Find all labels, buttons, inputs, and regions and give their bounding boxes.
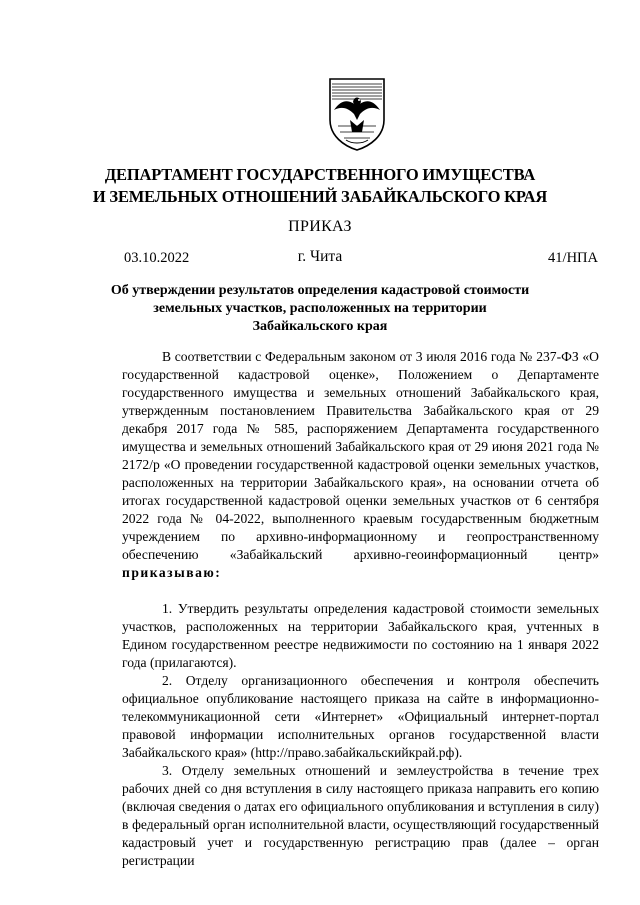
document-date: 03.10.2022 [124,250,190,266]
subject-line-3: Забайкальского края [252,319,388,334]
subject-line-2: земельных участков, расположенных на территории [153,301,487,316]
department-name-line-2: И ЗЕМЕЛЬНЫХ ОТНОШЕНИЙ ЗАБАЙКАЛЬСКОГО КРАЯ [92,187,548,206]
document-number: 41/НПА [548,250,598,266]
decree-word: приказываю: [122,565,222,580]
subject-line-1: Об утверждении результатов определения кадастровой стоимости [110,283,530,298]
department-name-line-1: ДЕПАРТАМЕНТ ГОСУДАРСТВЕННОГО ИМУЩЕСТВА [104,165,536,184]
document-city: г. Чита [297,248,343,265]
coat-of-arms-icon [326,76,388,152]
document-body [122,348,599,870]
preamble-paragraph [122,348,599,582]
document-subject [110,282,530,336]
preamble-text: В соответствии с Федеральным законом от 3 июля 2016 года № 237-ФЗ «О государственной кадастровой оценке», Положением о Департаменте государственного имущества и земельных отношений Забайкальского края, утвержденным постановлением Правительства Забайкальского края от 29 декабря 2017 года № 585, распоряжением Департамента государственного имущества и земельных отношений Забайкальского края от 29 июня 2021 года № 2172/р «О проведении государственной кадастровой оценки земельных участков, расположенных на территории Забайкальского края», на основании отчета об итогах государственной кадастровой оценки земельных участков от 6 сентября 2022 года № 04-2022, выполненного краевым государственным бюджетным учреждением по архивно-информационному и геопространственному обеспечению «Забайкальский архивно-геоинформационный центр» [122,349,599,562]
document-type: ПРИКАЗ [288,218,352,235]
item-3: 3. Отделу земельных отношений и землеустройства в течение трех рабочих дней со дня вступления в силу настоящего приказа направить его копию (включая сведения о датах его официального опубликования и вступления в силу) в федеральный орган исполнительной власти, осуществляющий государственный кадастровый учет и государственную регистрацию прав (далее – орган регистрации [122,763,599,868]
item-2: 2. Отделу организационного обеспечения и контроля обеспечить официальное опубликование настоящего приказа на сайте в информационно-телекоммуникационной сети «Интернет» «Официальный интернет-портал правовой информации исполнительных органов государственной власти Забайкальского края» (http://право.забайкальскийкрай.рф). [122,673,599,760]
item-1: 1. Утвердить результаты определения кадастровой стоимости земельных участков, расположенных на территории Забайкальского края, учтенных в Едином государственном реестре недвижимости по состоянию на 1 января 2022 года (прилагаются). [122,601,599,670]
